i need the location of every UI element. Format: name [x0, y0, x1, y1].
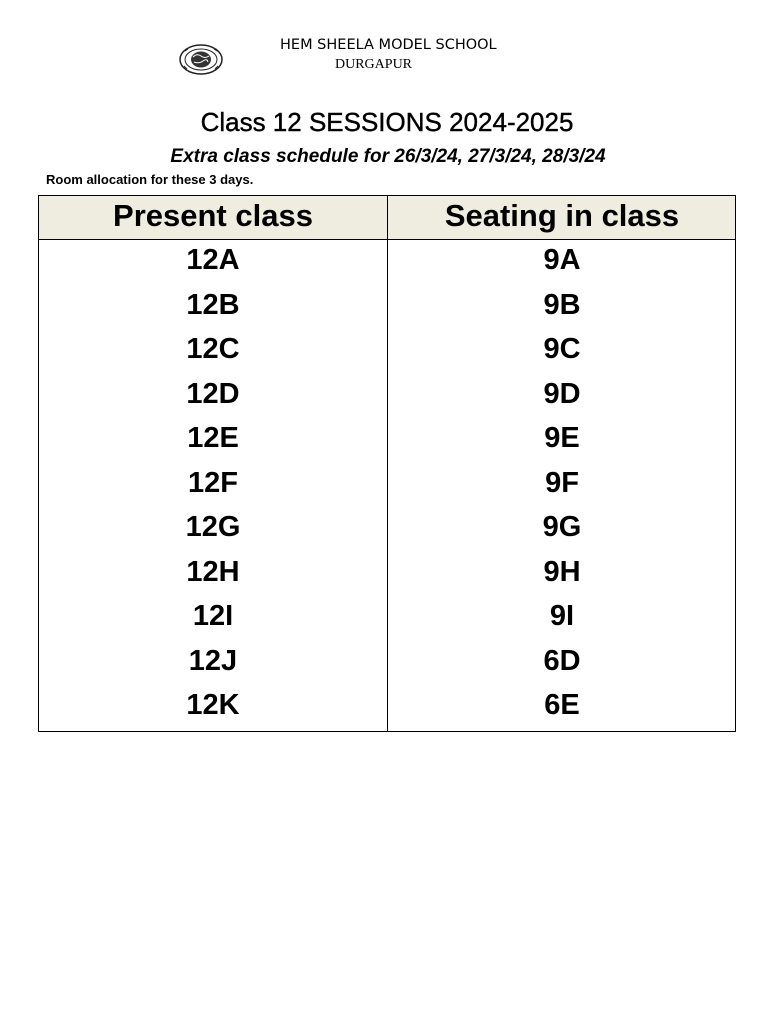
cell-present-class: 12I — [192, 600, 234, 632]
cell-present-class: 12H — [186, 555, 240, 588]
cell-seating-class: 9H — [543, 555, 581, 588]
school-city: DURGAPUR — [335, 57, 413, 72]
cell-seating-class: 9D — [543, 377, 581, 410]
cell-seating-class: 9G — [542, 511, 582, 543]
cell-present-class: 12C — [186, 333, 240, 365]
cell-seating-class: 9I — [549, 600, 575, 632]
allocation-note: Room allocation for these 3 days. — [46, 172, 254, 187]
header-seating-class: Seating in class — [444, 198, 680, 233]
cell-present-class: 12B — [186, 288, 240, 321]
cell-seating-class: 6D — [543, 644, 581, 677]
cell-seating-class: 6E — [544, 689, 580, 721]
schedule-subtitle: Extra class schedule for 26/3/24, 27/3/24, 28/3/24 — [170, 146, 606, 167]
room-allocation-table — [38, 195, 736, 732]
cell-seating-class: 9A — [543, 244, 581, 276]
cell-present-class: 12K — [186, 689, 240, 721]
cell-seating-class: 9F — [545, 466, 579, 499]
cell-present-class: 12F — [188, 466, 238, 499]
cell-seating-class: 9E — [544, 422, 580, 454]
header-present-class: Present class — [113, 198, 313, 233]
cell-present-class: 12D — [186, 377, 240, 410]
cell-present-class: 12E — [187, 422, 239, 454]
cell-seating-class: 9B — [543, 288, 581, 321]
page-title: Class 12 SESSIONS 2024-2025 — [200, 107, 574, 137]
cell-present-class: 12A — [186, 244, 240, 276]
cell-present-class: 12J — [188, 644, 238, 677]
cell-present-class: 12G — [185, 511, 241, 543]
school-name: HEM SHEELA MODEL SCHOOL — [280, 37, 497, 53]
school-emblem-icon — [179, 44, 223, 75]
cell-seating-class: 9C — [543, 333, 581, 365]
